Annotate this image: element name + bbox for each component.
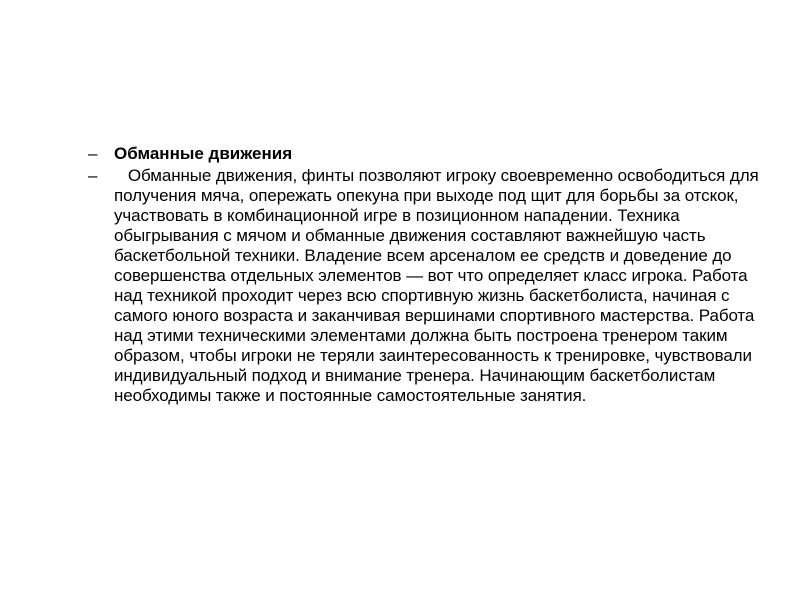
bullet-item-body (88, 166, 768, 406)
slide-heading: Обманные движения (114, 144, 293, 163)
bullet-dash: – (88, 144, 98, 163)
bullet-item-heading (88, 144, 768, 164)
bullet-dash: – (88, 166, 98, 185)
body-paragraph: Обманные движения, финты позволяют игроку своевременно освободиться для получения мяча, опережать опекуна при выходе под щит для борьбы за отскок, участвовать в комбинационной игре в позиционном нападении. Техника обыгрывания с мячом и обманные движения составляют важнейшую часть баскетбольной техники. Владение всем арсеналом ее средств и доведение до совершенства отдельных элементов — вот что определяет класс игрока. Работа над техникой проходит через всю спортивную жизнь баскетболиста, начиная с самого юного возраста и заканчивая вершинами спортивного мастерства. Работа над этими техническими элементами должна быть построена тренером таким образом, чтобы игроки не теряли заинтересованность к тренировке, чувствовали индивидуальный подход и внимание тренера. Начинающим баскетболистам необходимы также и постоянные самостоятельные занятия. (114, 166, 764, 405)
